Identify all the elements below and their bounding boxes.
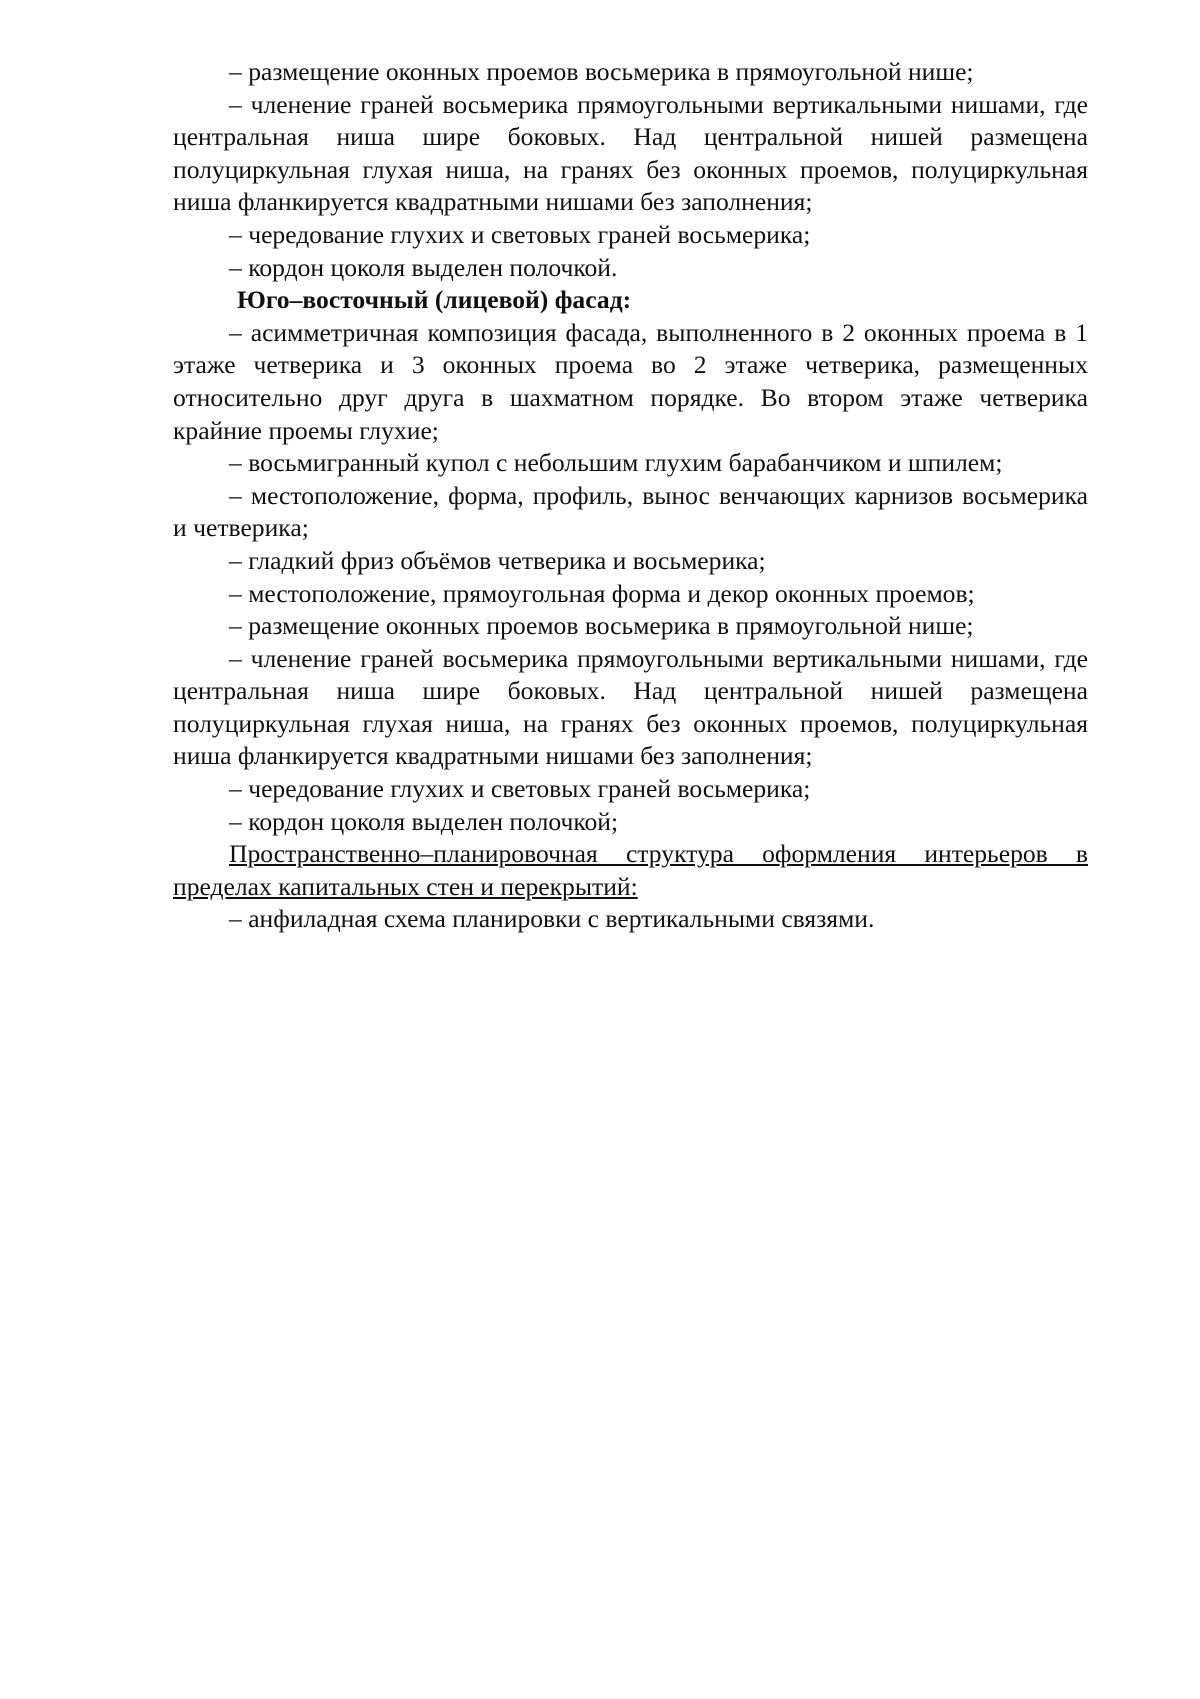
paragraph: – асимметричная композиция фасада, выполненного в 2 оконных проема в 1 этаже четверика и 3 оконных проема во 2 этаже четверика, размещенных относительно друг друга в шахматном порядке. Во втором этаже четверика крайние проемы глухие; bbox=[173, 317, 1088, 445]
paragraph: – местоположение, форма, профиль, вынос венчающих карнизов восьмерика и четверика; bbox=[173, 480, 1088, 543]
paragraph: – гладкий фриз объёмов четверика и восьмерика; bbox=[229, 545, 766, 575]
paragraph: – членение граней восьмерика прямоугольными вертикальными нишами, где центральная ниша шире боковых. Над центральной нишей размещена полуциркульная глухая ниша, на гранях без оконных проемов, полуциркульная ниша фланкируется квадратными нишами без заполнения; bbox=[173, 89, 1088, 217]
paragraph: – чередование глухих и световых граней восьмерика; bbox=[229, 774, 811, 804]
paragraph: – местоположение, прямоугольная форма и декор оконных проемов; bbox=[229, 578, 975, 608]
paragraph: – анфиладная схема планировки с вертикальными связями. bbox=[229, 904, 875, 934]
paragraph: – размещение оконных проемов восьмерика в прямоугольной нише; bbox=[229, 57, 974, 86]
paragraph: – восьмигранный купол с небольшим глухим барабанчиком и шпилем; bbox=[229, 448, 1003, 478]
paragraph: – кордон цоколя выделен полочкой. bbox=[229, 252, 618, 282]
document-page bbox=[173, 56, 1088, 936]
section-heading: Юго–восточный (лицевой) фасад: bbox=[237, 285, 632, 315]
paragraph: – кордон цоколя выделен полочкой; bbox=[229, 806, 619, 836]
paragraph: – членение граней восьмерика прямоугольными вертикальными нишами, где центральная ниша шире боковых. Над центральной нишей размещена полуциркульная глухая ниша, на гранях без оконных проемов, полуциркульная ниша фланкируется квадратными нишами без заполнения; bbox=[173, 643, 1088, 771]
underlined-subheading: Пространственно–планировочная структура оформления интерьеров в пределах капитальных стен и перекрытий: bbox=[173, 839, 1088, 901]
paragraph: – чередование глухих и световых граней восьмерика; bbox=[229, 219, 811, 249]
paragraph: – размещение оконных проемов восьмерика в прямоугольной нише; bbox=[229, 611, 974, 641]
